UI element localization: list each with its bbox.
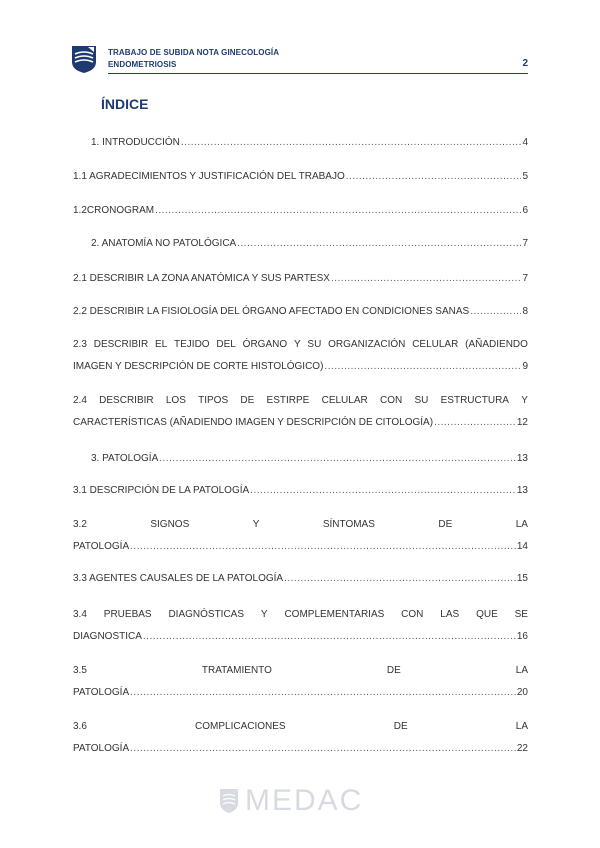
toc-word: LAS <box>440 609 460 620</box>
toc-entry[interactable] <box>73 338 528 374</box>
toc-word: COMPLICACIONES <box>195 721 286 732</box>
toc-word: DEL <box>216 339 236 350</box>
toc-word: CON <box>401 609 424 620</box>
toc-word: LA <box>515 721 528 732</box>
toc-entry-title: 3.3 AGENTES CAUSALES DE LA PATOLOGÍA <box>73 573 284 584</box>
toc-word: TEJIDO <box>174 339 210 350</box>
toc-word: SU <box>414 395 429 406</box>
medac-watermark <box>219 786 379 820</box>
toc-entry[interactable] <box>73 518 528 554</box>
toc-page-number: 12 <box>516 417 528 428</box>
index-heading: ÍNDICE <box>101 96 149 112</box>
toc-word: LA <box>515 665 528 676</box>
toc-entry-first-line <box>73 394 528 408</box>
toc-word: 2.3 <box>73 339 87 350</box>
toc-dot-leader <box>324 360 521 374</box>
header-subject: ENDOMETRIOSIS <box>108 60 177 69</box>
toc-entry[interactable] <box>73 572 528 586</box>
toc-entry-line <box>73 204 528 218</box>
toc-entry-line <box>73 170 528 184</box>
toc-word: DESCRIBIR <box>99 395 154 406</box>
toc-page-number: 14 <box>516 541 528 552</box>
toc-entry-line <box>73 136 528 150</box>
toc-dot-leader <box>237 237 521 251</box>
header-course-title: TRABAJO DE SUBIDA NOTA GINECOLOGÍA <box>108 48 280 57</box>
toc-word: CON <box>379 395 403 406</box>
toc-page-number: 9 <box>522 361 528 372</box>
toc-page-number: 7 <box>522 238 528 249</box>
toc-entry[interactable] <box>73 484 528 498</box>
toc-page-number: 16 <box>516 631 528 642</box>
toc-entry-title: 1.2CRONOGRAM <box>73 205 155 216</box>
toc-entry-line <box>73 360 528 374</box>
toc-dot-leader <box>130 686 516 700</box>
toc-word: LA <box>515 519 528 530</box>
toc-page-number: 6 <box>522 205 528 216</box>
toc-dot-leader <box>155 204 521 218</box>
toc-dot-leader <box>250 484 516 498</box>
toc-word: (AÑADIENDO <box>465 339 528 350</box>
toc-dot-leader <box>181 136 522 150</box>
toc-dot-leader <box>143 630 516 644</box>
toc-entry[interactable] <box>73 170 528 184</box>
toc-word: TRATAMIENTO <box>201 665 272 676</box>
toc-word: TIPOS <box>198 395 229 406</box>
medac-logo-icon <box>70 44 98 74</box>
toc-entry-title: PATOLOGÍA <box>73 687 130 698</box>
toc-page-number: 15 <box>516 573 528 584</box>
toc-entry-line <box>73 484 528 498</box>
toc-page-number: 13 <box>516 485 528 496</box>
toc-entry-first-line <box>73 338 528 352</box>
toc-entry-line <box>73 742 528 756</box>
toc-entry-line <box>73 416 528 430</box>
toc-word: Y <box>260 609 268 620</box>
toc-dot-leader <box>470 305 521 319</box>
toc-word: Y <box>293 339 301 350</box>
toc-entry-first-line <box>73 608 528 622</box>
toc-page-number: 5 <box>522 171 528 182</box>
toc-word: ESTRUCTURA <box>440 395 509 406</box>
toc-page-number: 22 <box>516 743 528 754</box>
toc-word: Y <box>521 395 528 406</box>
toc-entry[interactable] <box>73 305 528 319</box>
toc-entry-line <box>73 540 528 554</box>
toc-entry-line <box>73 305 528 319</box>
toc-word: CELULAR <box>412 339 459 350</box>
toc-entry-title: 2. ANATOMÍA NO PATOLÓGICA <box>91 238 237 249</box>
toc-dot-leader <box>284 572 516 586</box>
toc-entry[interactable] <box>73 664 528 700</box>
toc-word: SÍNTOMAS <box>322 519 375 530</box>
toc-entry-title: PATOLOGÍA <box>73 541 130 552</box>
toc-entry-line <box>73 686 528 700</box>
toc-entry-title: 2.1 DESCRIBIR LA ZONA ANATÓMICA Y SUS PARTESX <box>73 273 330 284</box>
toc-dot-leader <box>130 540 516 554</box>
toc-dot-leader <box>159 452 516 466</box>
toc-page-number: 8 <box>522 306 528 317</box>
toc-entry-title: 3.1 DESCRIPCIÓN DE LA PATOLOGÍA <box>73 485 250 496</box>
toc-entry-title: 1.1 AGRADECIMIENTOS Y JUSTIFICACIÓN DEL TRABAJO <box>73 171 345 182</box>
toc-entry-title: DIAGNOSTICA <box>73 631 142 642</box>
toc-entry[interactable] <box>73 136 528 150</box>
toc-page-number: 20 <box>516 687 528 698</box>
page-header <box>70 44 528 76</box>
toc-entry-title: 3. PATOLOGÍA <box>91 453 159 464</box>
toc-entry-first-line <box>73 664 528 678</box>
toc-word: DE <box>386 665 401 676</box>
toc-word: CELULAR <box>321 395 368 406</box>
toc-word: 3.4 <box>73 609 87 620</box>
watermark-text: MEDAC <box>245 784 364 817</box>
toc-word: SE <box>514 609 528 620</box>
watermark-shield-icon <box>219 788 239 814</box>
toc-word: DESCRIBIR <box>93 339 149 350</box>
toc-word: QUE <box>476 609 498 620</box>
toc-dot-leader <box>346 170 522 184</box>
toc-entry-line <box>73 272 528 286</box>
toc-word: DIAGNÓSTICAS <box>168 609 245 620</box>
toc-word: SIGNOS <box>150 519 190 530</box>
toc-dot-leader <box>130 742 516 756</box>
toc-word: 2.4 <box>73 395 87 406</box>
header-divider <box>108 73 528 74</box>
toc-page-number: 7 <box>522 273 528 284</box>
toc-word: COMPLEMENTARIAS <box>284 609 385 620</box>
toc-entry[interactable] <box>73 204 528 218</box>
toc-entry-first-line <box>73 720 528 734</box>
toc-word: Y <box>252 519 260 530</box>
toc-word: SU <box>307 339 322 350</box>
toc-word: ÓRGANO <box>242 339 288 350</box>
toc-entry-line <box>73 630 528 644</box>
toc-entry-first-line <box>73 518 528 532</box>
toc-word: EL <box>154 339 168 350</box>
toc-word: DE <box>393 721 408 732</box>
toc-word: DE <box>240 395 255 406</box>
toc-word: 3.6 <box>73 721 87 732</box>
toc-entry-title: IMAGEN Y DESCRIPCIÓN DE CORTE HISTOLÓGICO) <box>73 361 324 372</box>
toc-entry-title: PATOLOGÍA <box>73 743 130 754</box>
toc-entry-line <box>73 572 528 586</box>
toc-word: ORGANIZACIÓN <box>328 339 406 350</box>
toc-entry[interactable] <box>73 272 528 286</box>
toc-word: 3.5 <box>73 665 87 676</box>
toc-word: PRUEBAS <box>103 609 152 620</box>
toc-word: DE <box>438 519 453 530</box>
toc-dot-leader <box>331 272 521 286</box>
toc-word: ESTIRPE <box>266 395 310 406</box>
toc-entry[interactable] <box>73 720 528 756</box>
toc-entry-title: 1. INTRODUCCIÓN <box>91 137 180 148</box>
toc-entry[interactable] <box>73 452 528 466</box>
page-number: 2 <box>522 58 528 69</box>
toc-entry[interactable] <box>73 608 528 644</box>
toc-entry[interactable] <box>73 394 528 430</box>
toc-entry-title: 2.2 DESCRIBIR LA FISIOLOGÍA DEL ÓRGANO AFECTADO EN CONDICIONES SANAS <box>73 306 470 317</box>
toc-entry-title: CARACTERÍSTICAS (AÑADIENDO IMAGEN Y DESCRIPCIÓN DE CITOLOGÍA) <box>73 417 434 428</box>
toc-word: LOS <box>165 395 186 406</box>
header-titles <box>108 47 279 71</box>
toc-page-number: 13 <box>516 453 528 464</box>
toc-entry-line <box>73 452 528 466</box>
toc-entry-line <box>73 237 528 251</box>
toc-page-number: 4 <box>522 137 528 148</box>
toc-entry[interactable] <box>73 237 528 251</box>
toc-word: 3.2 <box>73 519 87 530</box>
toc-dot-leader <box>434 416 516 430</box>
